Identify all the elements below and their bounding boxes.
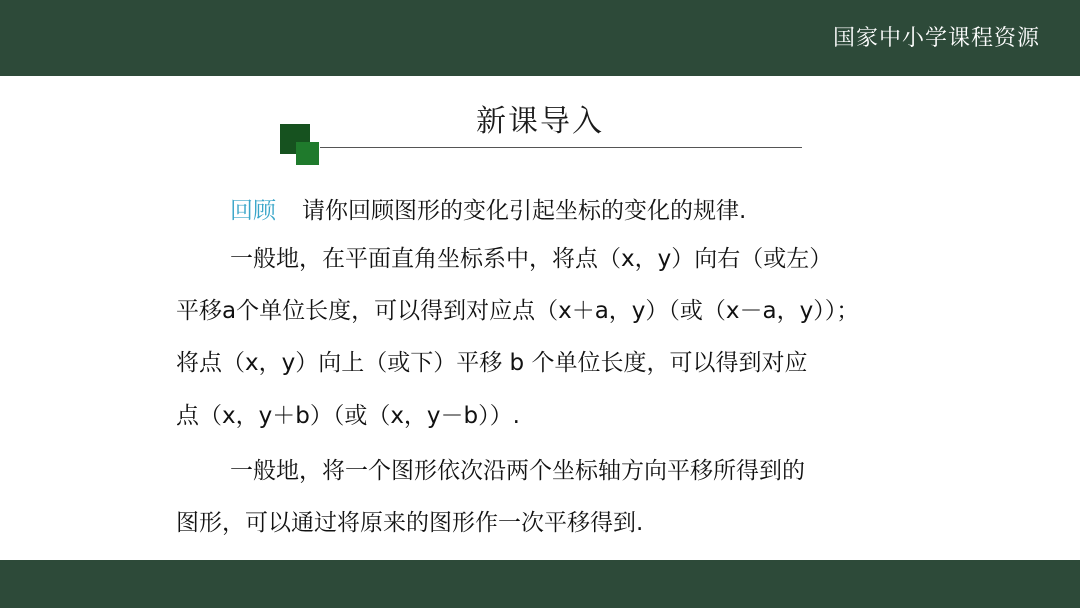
- footer-bar: [0, 560, 1080, 608]
- title-underline: [320, 147, 802, 148]
- slide-title: 新课导入: [476, 104, 604, 139]
- paragraph-1-line-4: 点（x，y＋b）（或（x，y－b））.: [176, 403, 520, 429]
- paragraph-1-line-3: 将点（x，y）向上（或下）平移 b 个单位长度，可以得到对应: [176, 350, 808, 376]
- title-decoration-square-light: [296, 142, 319, 165]
- review-label: 回顾: [230, 198, 276, 224]
- review-line: [176, 196, 980, 226]
- header-bar: [0, 0, 1080, 76]
- paragraph-1-line-2: 平移a个单位长度，可以得到对应点（x＋a，y）（或（x－a，y））；: [176, 298, 860, 324]
- paragraph-2-line-1: 一般地，将一个图形依次沿两个坐标轴方向平移所得到的: [230, 458, 805, 484]
- review-text: 请你回顾图形的变化引起坐标的变化的规律.: [302, 198, 747, 224]
- paragraph-1-line-1: 一般地，在平面直角坐标系中，将点（x，y）向右（或左）: [230, 246, 833, 272]
- paragraph-2-line-2: 图形，可以通过将原来的图形作一次平移得到.: [176, 510, 644, 536]
- brand-title: 国家中小学课程资源: [832, 26, 1040, 51]
